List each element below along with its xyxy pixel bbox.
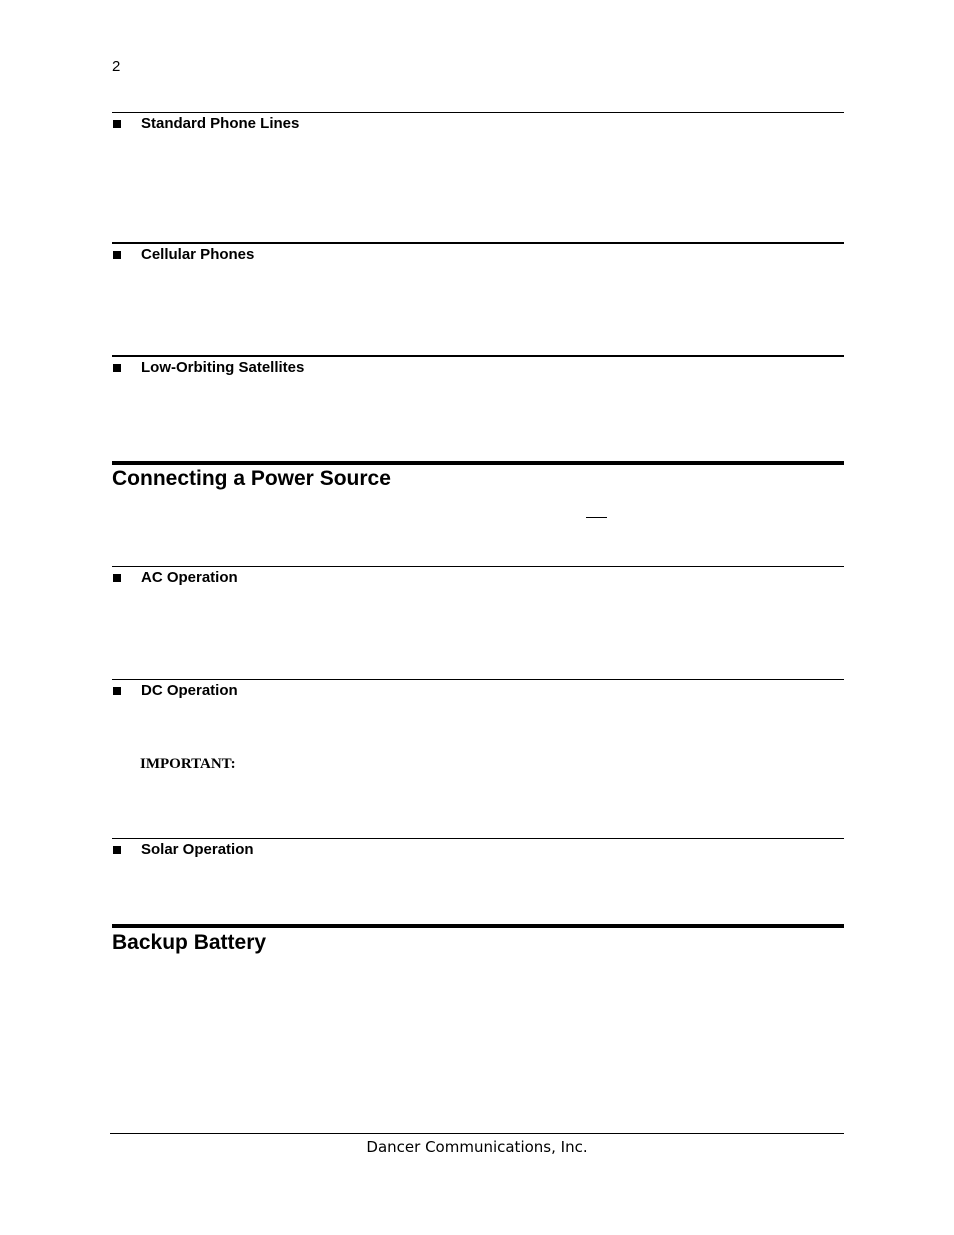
footer-company: Dancer Communications, Inc.	[366, 1138, 588, 1156]
section-divider	[112, 924, 844, 928]
footer-divider	[110, 1133, 844, 1134]
square-bullet-icon	[113, 120, 121, 128]
divider	[112, 679, 844, 680]
divider	[112, 566, 844, 567]
subheading-text: Low-Orbiting Satellites	[141, 359, 305, 376]
divider	[112, 242, 844, 244]
square-bullet-icon	[113, 574, 121, 582]
subheading-standard-phone-lines	[112, 115, 299, 132]
subheading-text: Cellular Phones	[141, 246, 255, 263]
subheading-cellular-phones	[112, 246, 254, 263]
subheading-text: DC Operation	[141, 682, 238, 699]
divider	[112, 112, 844, 113]
square-bullet-icon	[113, 251, 121, 259]
subheading-text: Solar Operation	[141, 841, 254, 858]
subheading-dc-operation	[112, 682, 238, 699]
divider	[112, 355, 844, 357]
section-divider	[112, 461, 844, 465]
underline-mark	[586, 517, 607, 518]
square-bullet-icon	[113, 846, 121, 854]
subheading-low-orbiting-satellites	[112, 359, 304, 376]
page-number: 2	[112, 58, 121, 75]
divider	[112, 838, 844, 839]
square-bullet-icon	[113, 364, 121, 372]
section-title-connecting-power-source: Connecting a Power Source	[112, 467, 391, 490]
subheading-text: AC Operation	[141, 569, 238, 586]
subheading-ac-operation	[112, 569, 238, 586]
subheading-text: Standard Phone Lines	[141, 115, 300, 132]
section-title-backup-battery: Backup Battery	[112, 931, 267, 954]
square-bullet-icon	[113, 687, 121, 695]
important-label: IMPORTANT:	[140, 756, 236, 772]
subheading-solar-operation	[112, 841, 254, 858]
